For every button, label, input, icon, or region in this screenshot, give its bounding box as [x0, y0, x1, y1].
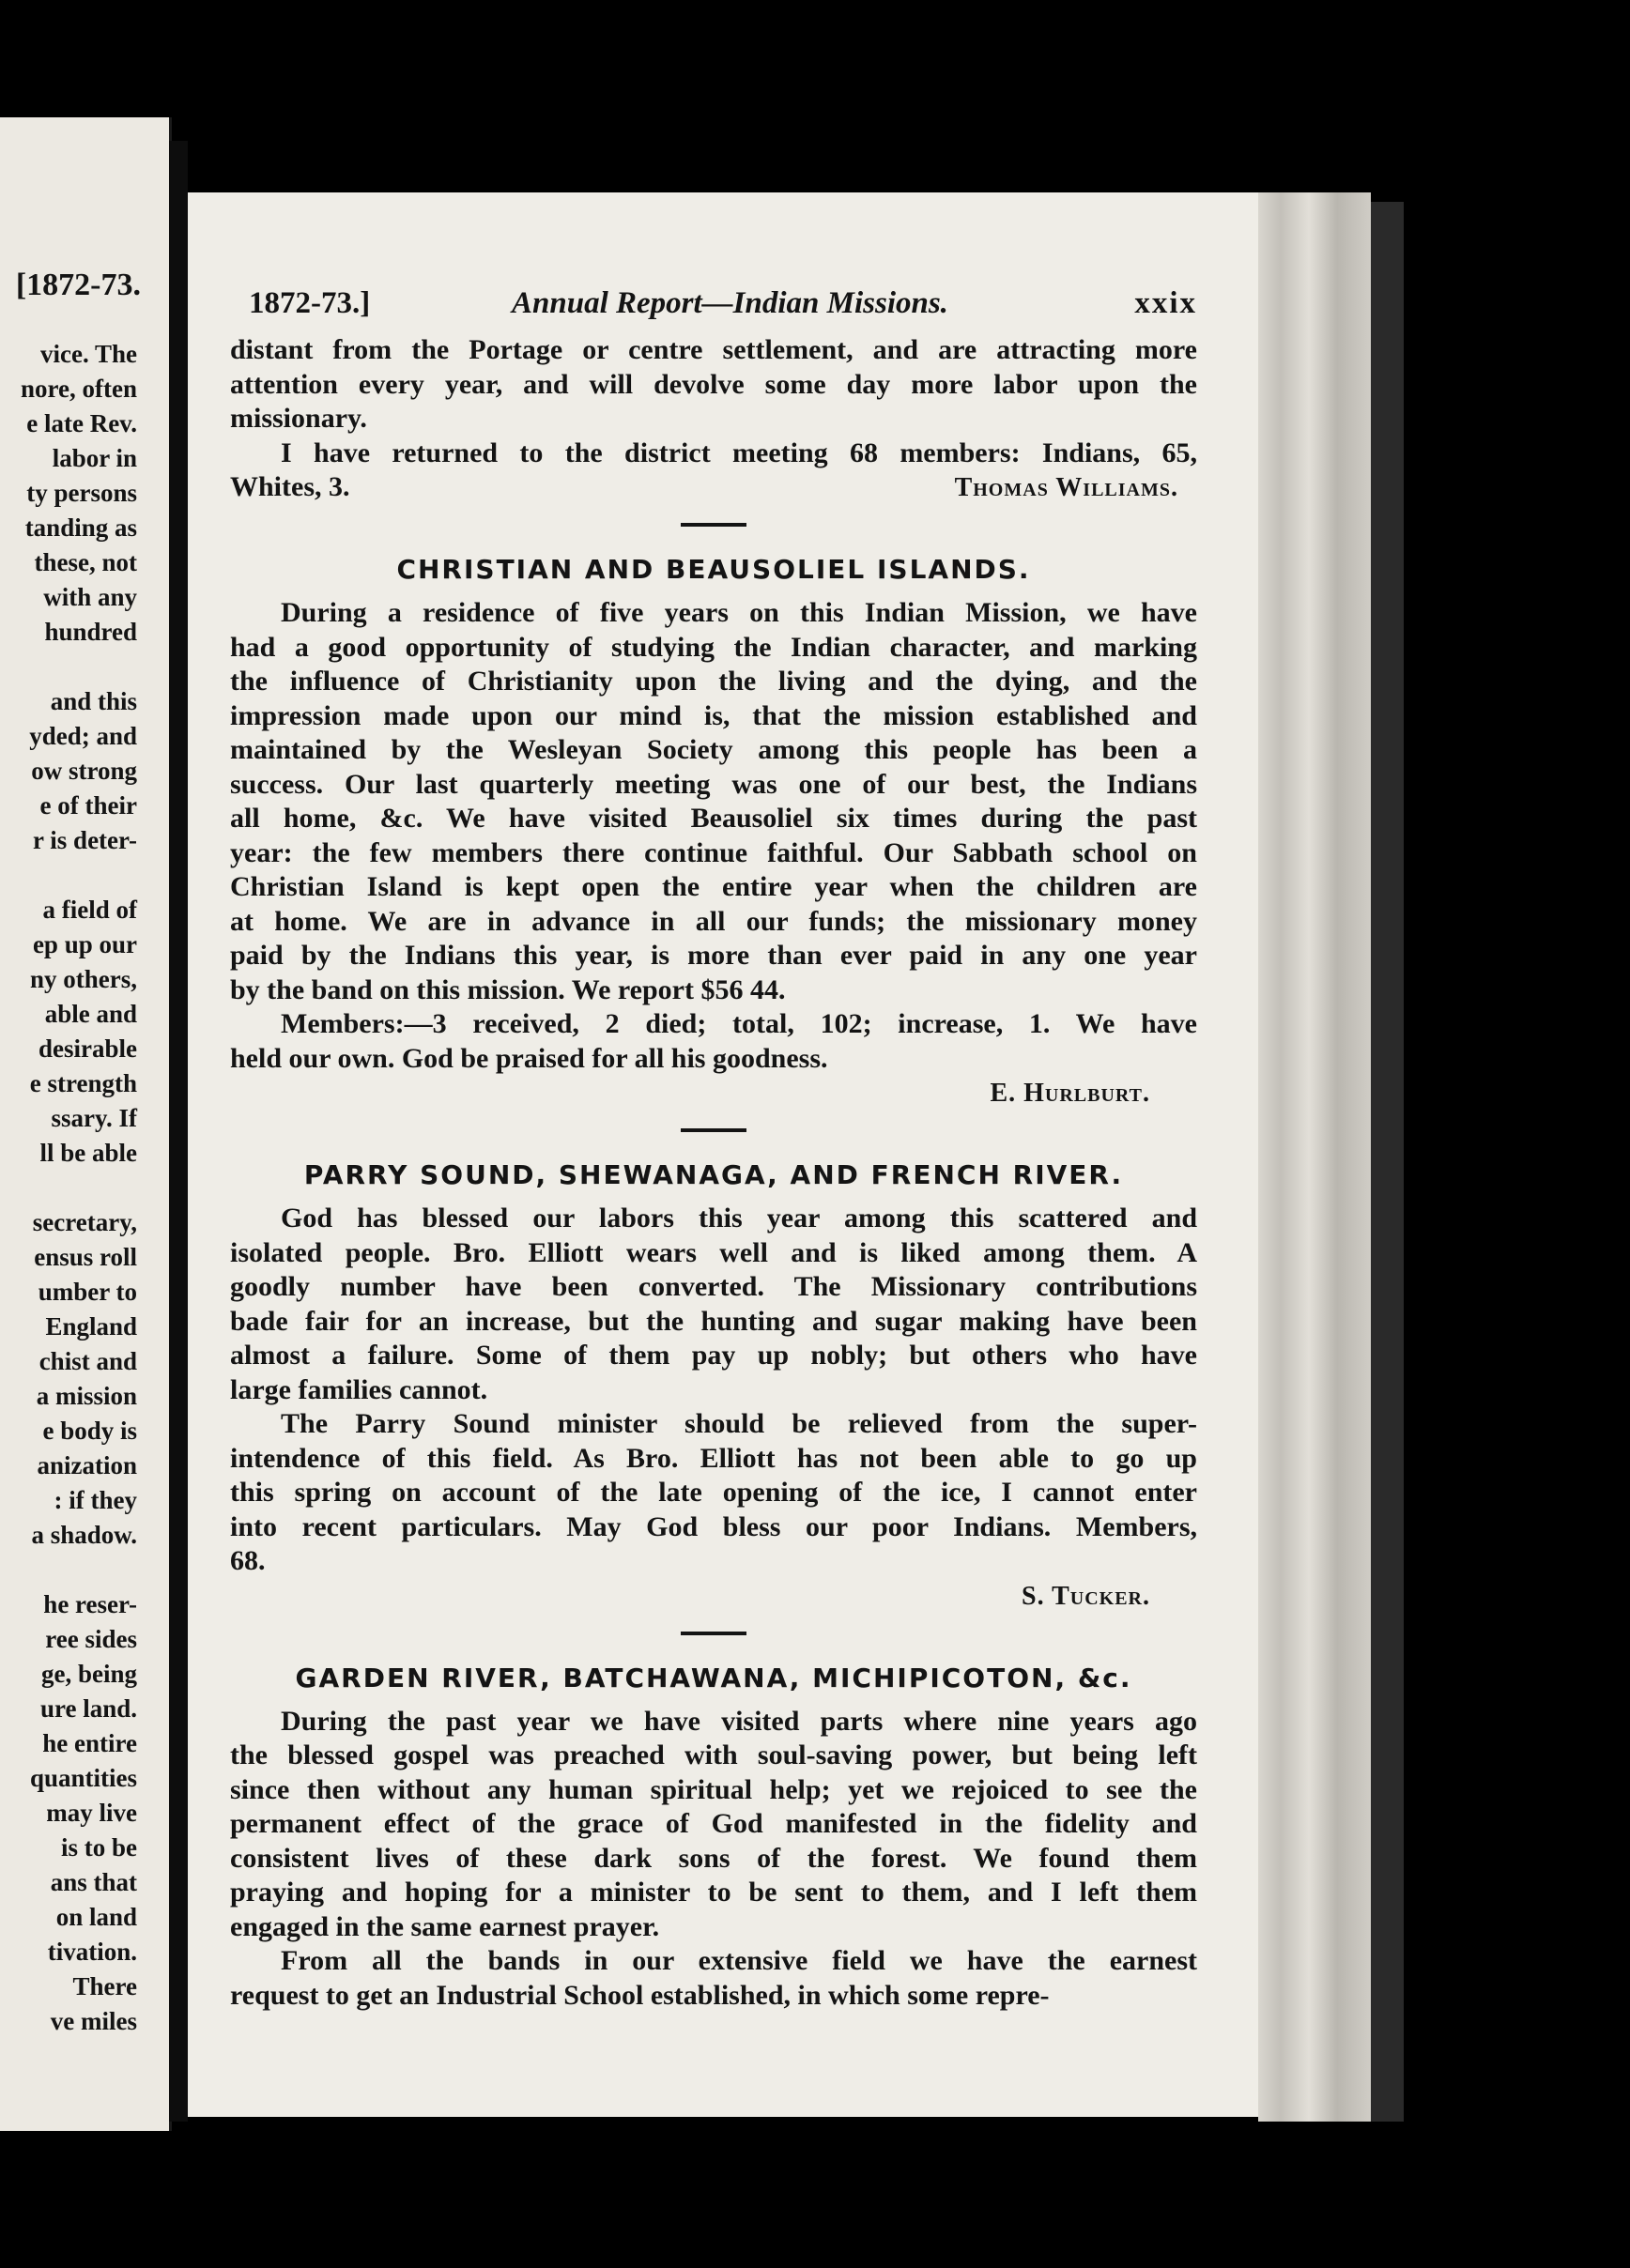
previous-page-line: he reser- [43, 1590, 137, 1618]
previous-page-line: yded; and [29, 722, 137, 750]
previous-page-line: ve miles [50, 2007, 137, 2035]
previous-page-line: ree sides [45, 1625, 137, 1653]
previous-page-text [21, 337, 137, 2039]
text-line: intendence of this field. As Bro. Elliott has not been able to go up [230, 1442, 1197, 1474]
section-divider [681, 1632, 746, 1635]
text-line: Christian Island is kept open the entire year when the children are [230, 871, 1197, 902]
text-line: since then without any human spiritual help; yet we rejoiced to see the [230, 1773, 1197, 1805]
previous-page-line: e strength [29, 1069, 137, 1097]
text-line: year: the few members there continue faithful. Our Sabbath school on [230, 836, 1197, 868]
text-line: engaged in the same earnest prayer. [230, 1910, 660, 1942]
previous-page-line: ep up our [32, 930, 137, 958]
text-line: by the band on this mission. We report $56 44. [230, 973, 786, 1005]
text-line: bade fair for an increase, but the hunting and sugar making have been [230, 1305, 1197, 1337]
text-line: success. Our last quarterly meeting was one of our best, the Indians [230, 768, 1197, 800]
running-head [230, 286, 1197, 333]
section-heading: CHRISTIAN AND BEAUSOLIEL ISLANDS. [396, 554, 1031, 585]
previous-page-line [21, 1171, 137, 1205]
previous-page-line: r is deter- [33, 826, 137, 854]
text-line: held our own. God be praised for all his goodness. [230, 1042, 828, 1074]
previous-page-line: is to be [61, 1833, 137, 1862]
text-line: all home, &c. We have visited Beausoliel six times during the past [230, 803, 1197, 834]
book-cover-edge [1371, 202, 1404, 2122]
text-line: goodly number have been converted. The Missionary contributions [230, 1271, 1197, 1302]
previous-page [0, 117, 172, 2131]
previous-page-line: tanding as [24, 513, 137, 542]
signature: E. Hurlburt. [990, 1079, 1150, 1108]
previous-page-line: England [45, 1312, 137, 1341]
previous-page-line [21, 650, 137, 684]
previous-page-line: labor in [52, 444, 137, 472]
text-line: the blessed gospel was preached with soul-saving power, but being left [230, 1739, 1197, 1770]
previous-page-line: with any [43, 583, 137, 611]
previous-page-line: a field of [42, 896, 137, 924]
previous-page-line: anization [37, 1451, 137, 1479]
paragraph [230, 1407, 1197, 1579]
text-line: Members:—3 received, 2 died; total, 102; increase, 1. We have [281, 1008, 1197, 1039]
text-line: God has blessed our labors this year among this scattered and [281, 1203, 1197, 1234]
text-line: almost a failure. Some of them pay up nobly; but others who have [230, 1340, 1197, 1371]
section-heading: GARDEN RIVER, BATCHAWANA, MICHIPICOTON, &c. [295, 1662, 1132, 1693]
text-line: the influence of Christianity upon the living and the dying, and the [230, 666, 1197, 697]
previous-page-line: ty persons [26, 479, 137, 507]
section-divider [681, 523, 746, 527]
members-signature-line [230, 470, 1197, 506]
text-line: impression made upon our mind is, that the mission established and [230, 699, 1197, 731]
section-divider [681, 1128, 746, 1132]
text-line: missionary. [230, 403, 367, 434]
text-line: this spring on account of the late opening of the ice, I cannot enter [230, 1477, 1197, 1508]
paragraph [230, 1705, 1197, 1945]
paragraph [230, 1007, 1197, 1076]
previous-page-line: ny others, [30, 965, 137, 993]
page-content [230, 286, 1197, 2013]
previous-page-line: able and [44, 1000, 137, 1028]
text-line: attention every year, and will devolve some day more labor upon the [230, 368, 1197, 400]
previous-page-line: : if they [54, 1486, 137, 1514]
previous-page-line: and this [50, 687, 137, 715]
previous-page-line: desirable [38, 1034, 137, 1063]
text-line: During the past year we have visited parts where nine years ago [281, 1705, 1197, 1737]
text-line: isolated people. Bro. Elliott wears well and is liked among them. A [230, 1236, 1197, 1268]
previous-page-line: e body is [42, 1417, 137, 1445]
previous-page-header: [1872-73. [15, 268, 141, 302]
paragraph [230, 596, 1197, 1007]
text-line: consistent lives of these dark sons of the forest. We found them [230, 1842, 1197, 1874]
running-head-title: Annual Report—Indian Missions. [512, 286, 948, 320]
previous-page-line [21, 858, 137, 893]
book-page [188, 192, 1258, 2117]
previous-page-line: ge, being [40, 1660, 137, 1688]
previous-page-line: ll be able [39, 1139, 137, 1167]
previous-page-line: a mission [36, 1382, 137, 1410]
previous-page-line: nore, often [21, 375, 137, 403]
running-head-year: 1872-73.] [249, 286, 371, 320]
text-line: I have returned to the district meeting 68 members: Indians, 65, [281, 437, 1197, 468]
previous-page-line: on land [55, 1903, 137, 1931]
previous-page-line: secretary, [32, 1208, 137, 1236]
previous-page-line: e of their [39, 791, 137, 820]
previous-page-line: ans that [50, 1868, 137, 1896]
paragraph [230, 1202, 1197, 1407]
previous-page-line [21, 1553, 137, 1587]
previous-page-line: chist and [38, 1347, 137, 1375]
previous-page-line: There [72, 1972, 137, 2000]
previous-page-line: ow strong [31, 757, 137, 785]
text-line: From all the bands in our extensive field we have the earnest [281, 1945, 1197, 1976]
paragraph [230, 1944, 1197, 2013]
signature: Thomas Williams. [954, 473, 1178, 502]
previous-page-line: tivation. [47, 1938, 137, 1966]
previous-page-line: hundred [44, 618, 137, 646]
text-line: paid by the Indians this year, is more than ever paid in any one year [230, 940, 1197, 971]
text-line: maintained by the Wesleyan Society among this people has been a [230, 734, 1197, 765]
text-line: had a good opportunity of studying the Indian character, and marking [230, 631, 1197, 663]
text-line: distant from the Portage or centre settlement, and are attracting more [230, 334, 1197, 365]
previous-page-line: e late Rev. [26, 409, 137, 437]
sections [230, 523, 1197, 2013]
page-edges [1258, 192, 1371, 2122]
previous-page-line: these, not [34, 548, 137, 576]
text-line: request to get an Industrial School established, in which some repre- [230, 1979, 1050, 2011]
previous-page-line: quantities [29, 1764, 137, 1792]
previous-page-line: ssary. If [51, 1104, 137, 1132]
text-line: praying and hoping for a minister to be sent to them, and I left them [230, 1877, 1197, 1908]
text-line: large families cannot. [230, 1373, 488, 1405]
text-line: into recent particulars. May God bless our poor Indians. Members, [230, 1510, 1197, 1542]
text-line: Whites, 3. [230, 471, 350, 502]
page-number: xxix [1134, 286, 1197, 320]
intro-paragraph [230, 333, 1197, 437]
book-spine [169, 141, 188, 2122]
text-line: at home. We are in advance in all our funds; the missionary money [230, 905, 1197, 937]
section-heading: PARRY SOUND, SHEWANAGA, AND FRENCH RIVER. [303, 1159, 1124, 1190]
previous-page-line: umber to [38, 1278, 137, 1306]
signature: S. Tucker. [1022, 1581, 1150, 1611]
previous-page-line: may live [46, 1799, 137, 1827]
previous-page-line: he entire [42, 1729, 137, 1757]
text-line: The Parry Sound minister should be relieved from the super- [281, 1408, 1197, 1439]
previous-page-line: ensus roll [34, 1243, 137, 1271]
previous-page-line: vice. The [40, 340, 137, 368]
text-line: permanent effect of the grace of God manifested in the fidelity and [230, 1808, 1197, 1839]
previous-page-line: a shadow. [31, 1521, 137, 1549]
text-line: 68. [230, 1545, 266, 1576]
members-report [230, 437, 1197, 507]
text-line: During a residence of five years on this Indian Mission, we have [281, 597, 1197, 628]
previous-page-line: ure land. [39, 1694, 137, 1723]
